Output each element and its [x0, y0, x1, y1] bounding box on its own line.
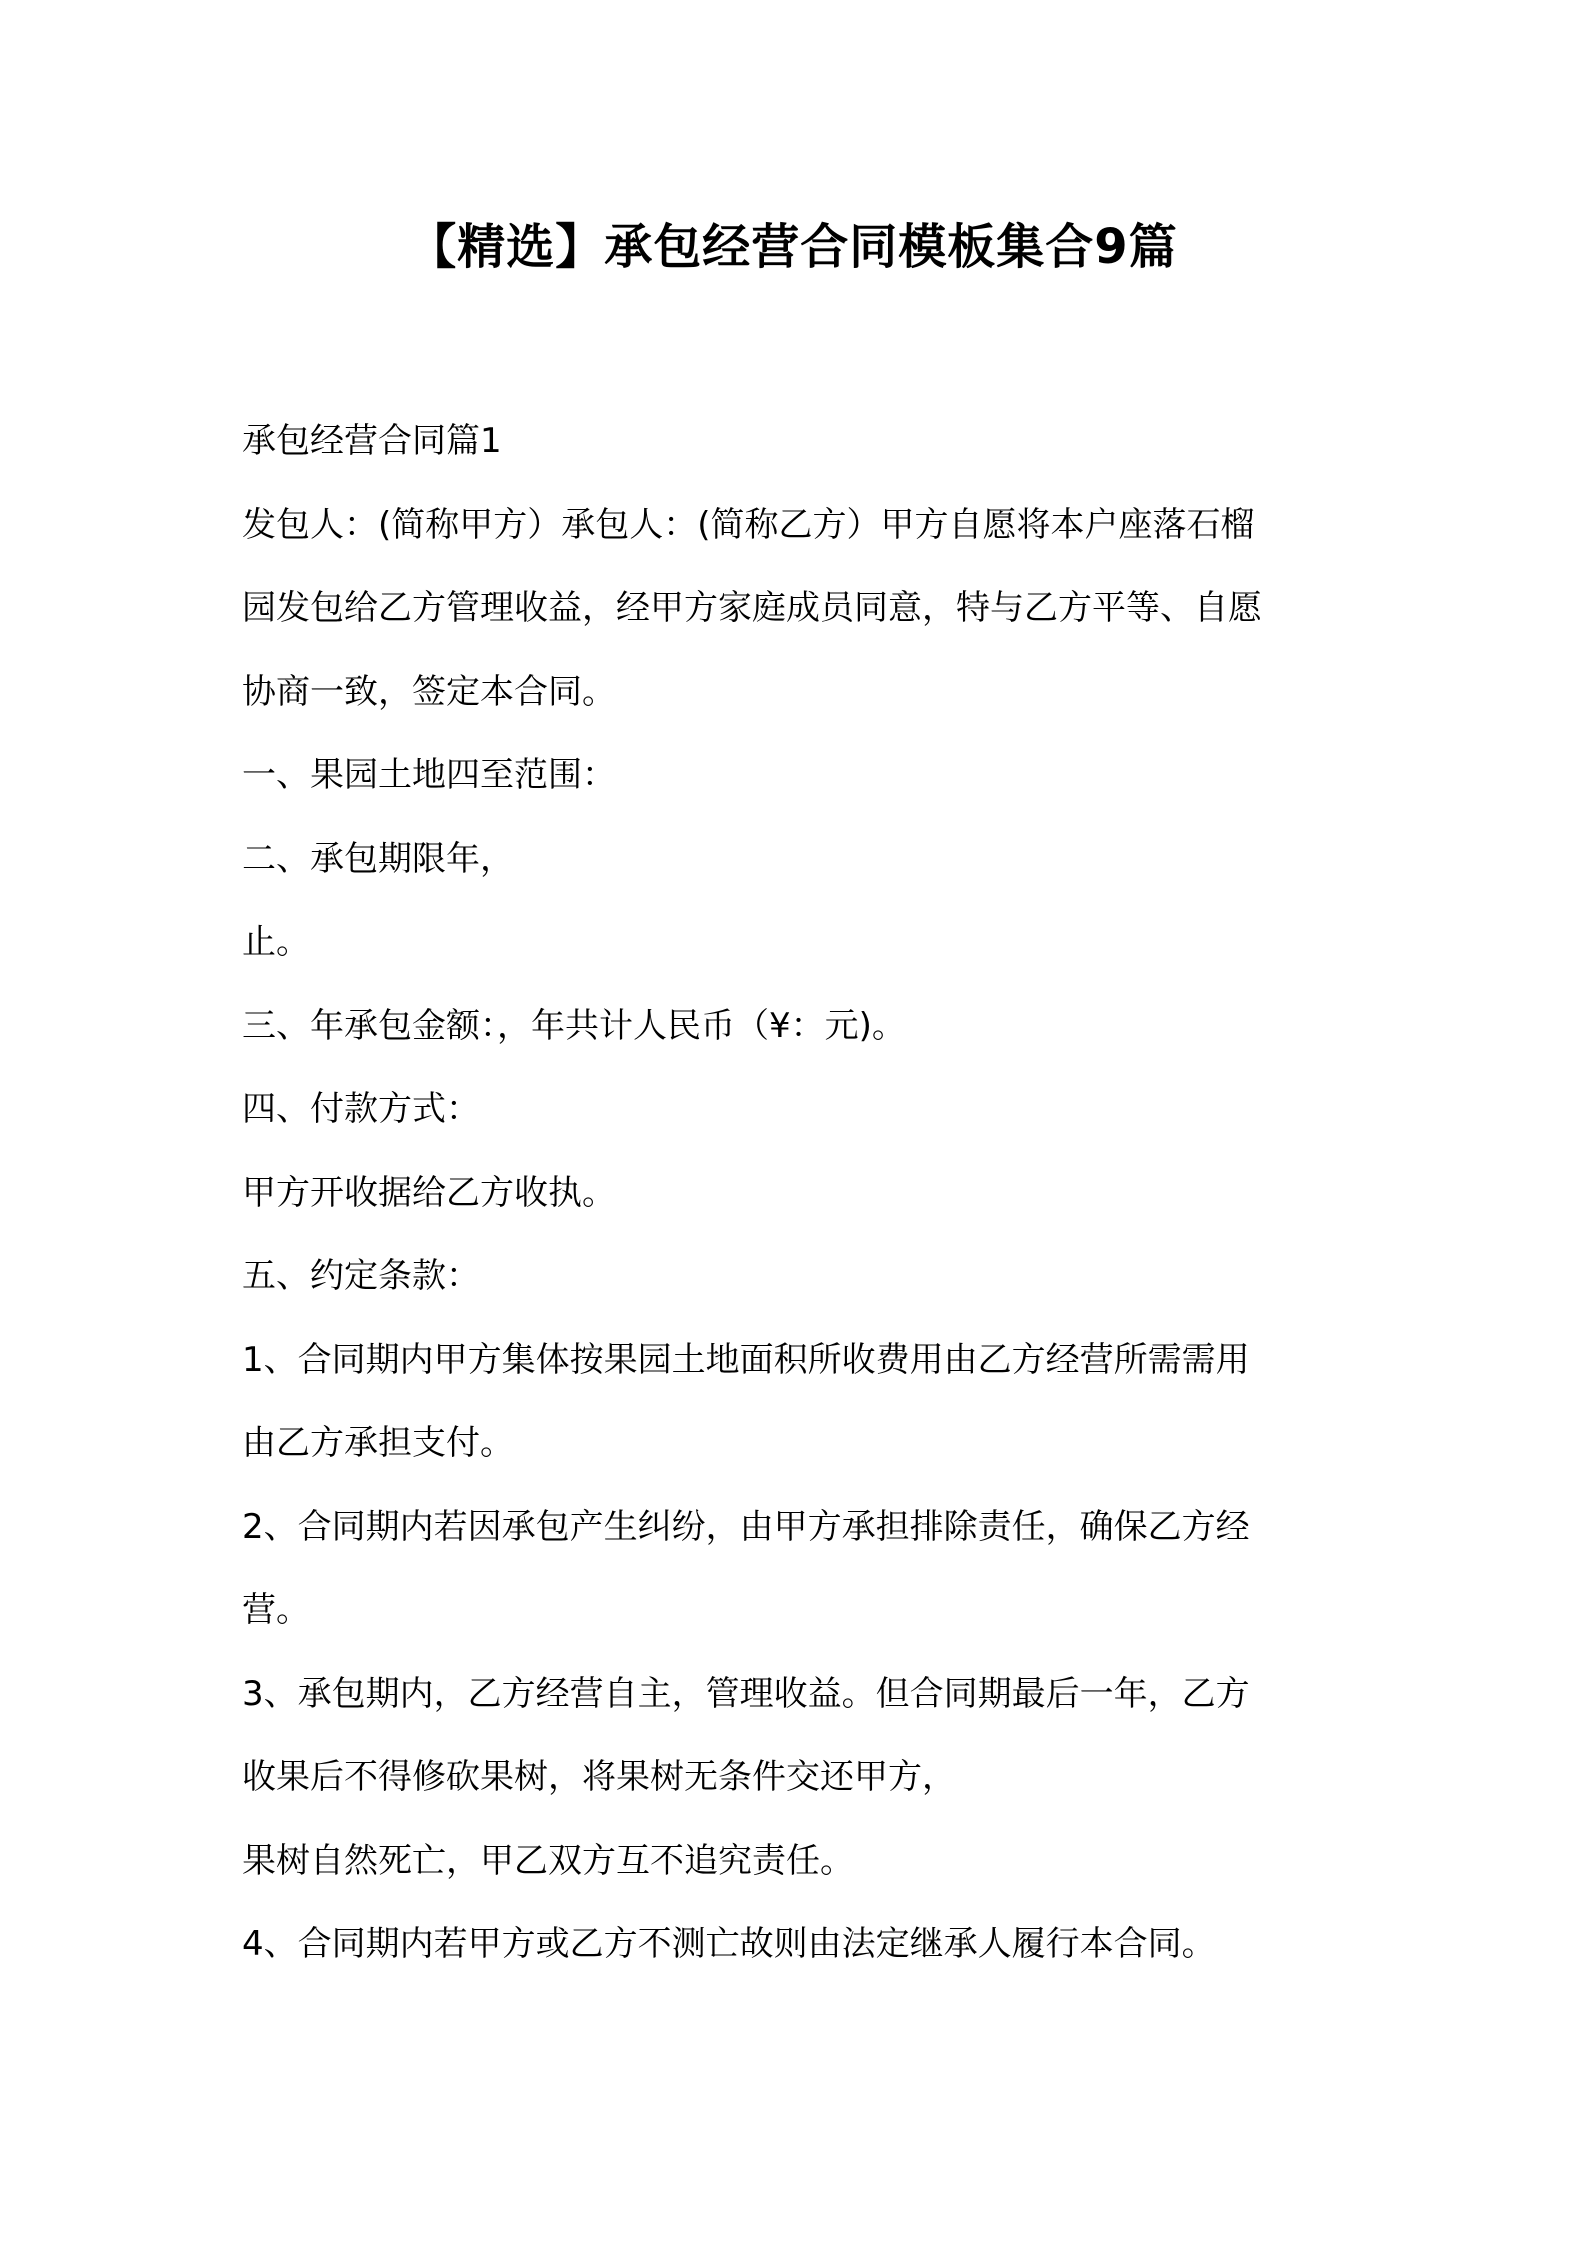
document-title: 【精选】承包经营合同模板集合9篇 [408, 219, 1178, 275]
numbered-clause-line: 营。 [242, 1590, 310, 1630]
paragraph-line: 果树自然死亡，甲乙双方互不追究责任。 [242, 1840, 854, 1881]
clause-heading: 四、付款方式： [242, 1089, 480, 1129]
paragraph-line: 甲方开收据给乙方收执。 [242, 1172, 616, 1213]
numbered-clause-line: 4、合同期内若甲方或乙方不测亡故则由法定继承人履行本合同。 [242, 1924, 1216, 1964]
section-heading: 承包经营合同篇1 [242, 421, 502, 461]
document-body [242, 400, 1362, 1987]
paragraph-line: 协商一致，签定本合同。 [242, 671, 616, 712]
numbered-clause-line: 1、合同期内甲方集体按果园土地面积所收费用由乙方经营所需需用 [242, 1339, 1250, 1380]
numbered-clause-line: 2、合同期内若因承包产生纠纷，由甲方承担排除责任，确保乙方经 [242, 1506, 1250, 1547]
clause-heading: 三、年承包金额：，年共计人民币（¥：元)。 [242, 1005, 906, 1046]
clause-heading: 一、果园土地四至范围： [242, 755, 616, 795]
paragraph-line: 园发包给乙方管理收益，经甲方家庭成员同意，特与乙方平等、自愿 [242, 588, 1262, 628]
numbered-clause-line: 由乙方承担支付。 [242, 1423, 514, 1463]
paragraph-line: 止。 [242, 922, 310, 962]
clause-heading: 二、承包期限年， [242, 838, 514, 879]
paragraph-line: 发包人：(简称甲方）承包人：(简称乙方）甲方自愿将本户座落石榴 [242, 504, 1255, 545]
numbered-clause-line: 3、承包期内，乙方经营自主，管理收益。但合同期最后一年，乙方 [242, 1673, 1250, 1714]
clause-heading: 五、约定条款： [242, 1256, 480, 1296]
numbered-clause-line: 收果后不得修砍果树，将果树无条件交还甲方， [242, 1757, 956, 1797]
